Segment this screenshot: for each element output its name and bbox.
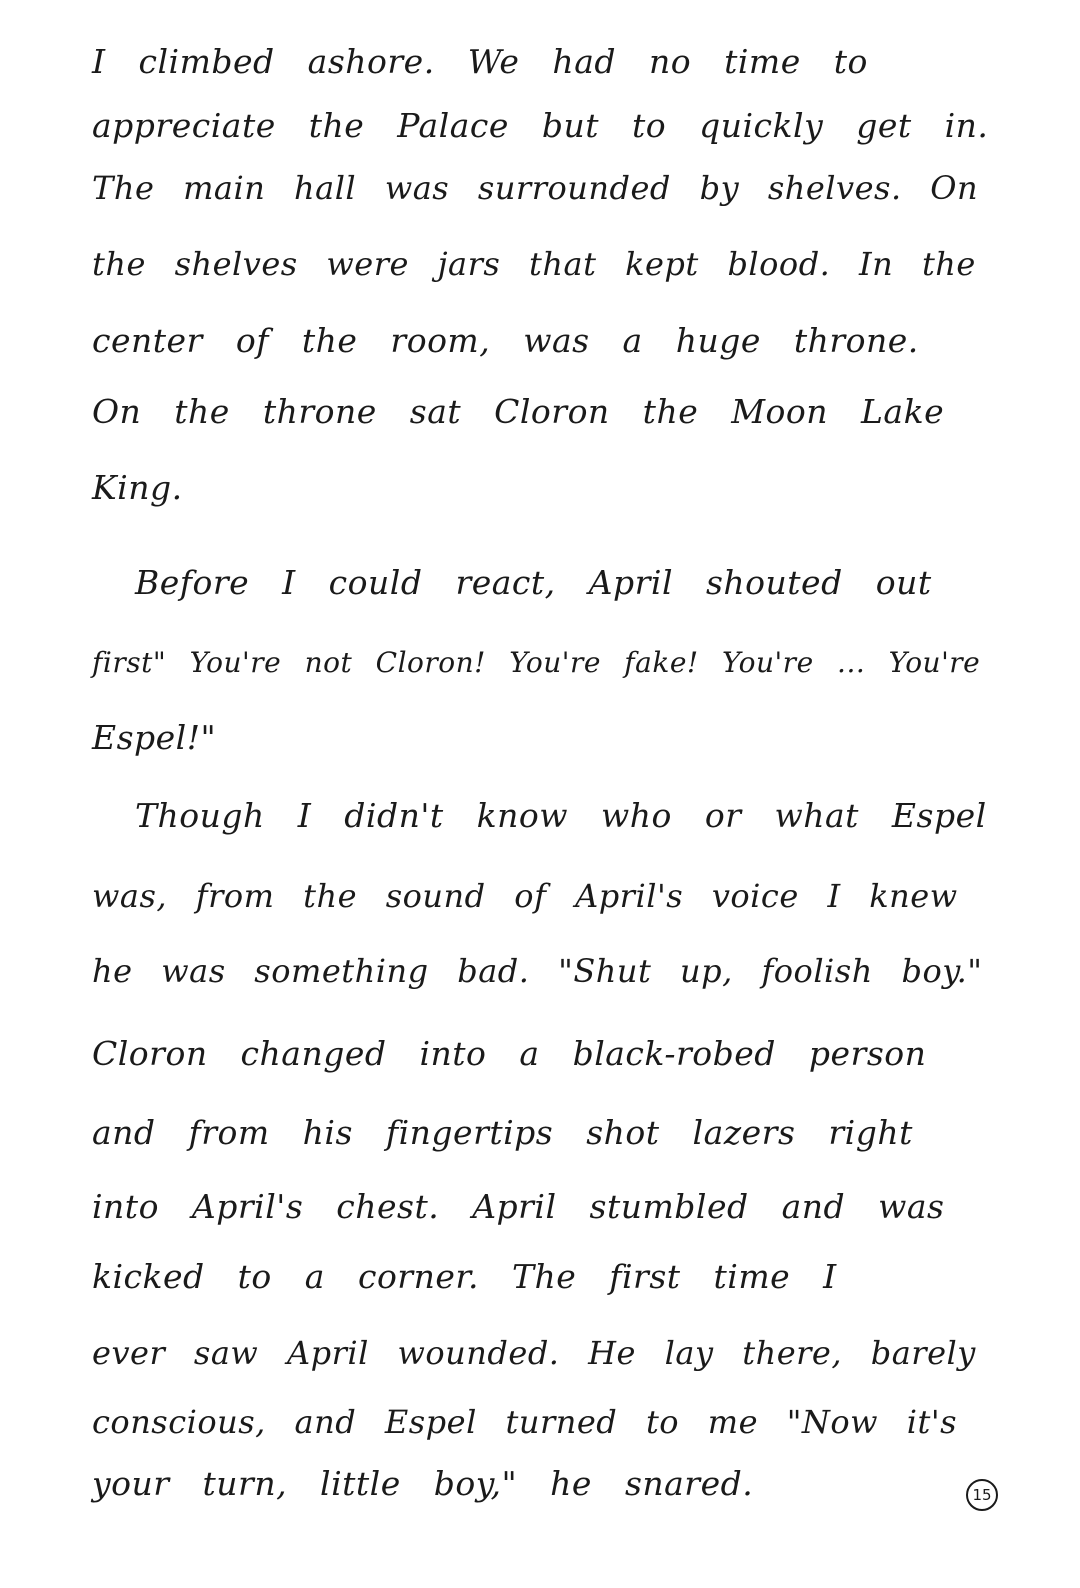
text-line-7: King.	[92, 468, 183, 507]
text-line-4: the shelves were jars that kept blood. In the	[92, 245, 976, 283]
text-line-14: Cloron changed into a black-robed person	[92, 1034, 927, 1073]
text-line-17: kicked to a corner. The first time I	[92, 1257, 837, 1296]
text-line-5: center of the room, was a huge throne.	[92, 321, 919, 360]
text-line-16: into April's chest. April stumbled and was	[92, 1187, 945, 1226]
text-line-19: conscious, and Espel turned to me "Now it's	[92, 1403, 958, 1441]
text-line-18: ever saw April wounded. He lay there, barely	[92, 1334, 976, 1372]
text-line-12: was, from the sound of April's voice I knew	[92, 877, 958, 915]
text-line-13: he was something bad. "Shut up, foolish boy."	[92, 952, 983, 990]
text-line-11: Though I didn't know who or what Espel	[135, 796, 987, 835]
page-number-badge: 15	[966, 1479, 998, 1511]
text-line-9: first" You're not Cloron! You're fake! You're ... You're	[92, 646, 981, 679]
text-line-15: and from his fingertips shot lazers right	[92, 1113, 913, 1152]
text-line-2: appreciate the Palace but to quickly get in.	[92, 106, 989, 145]
text-line-20: your turn, little boy," he snared.	[92, 1464, 754, 1503]
text-line-6: On the throne sat Cloron the Moon Lake	[92, 392, 945, 431]
text-line-3: The main hall was surrounded by shelves. On	[92, 169, 979, 207]
text-line-8: Before I could react, April shouted out	[135, 563, 932, 602]
text-line-1: I climbed ashore. We had no time to	[92, 42, 868, 81]
text-line-10: Espel!"	[92, 718, 217, 757]
